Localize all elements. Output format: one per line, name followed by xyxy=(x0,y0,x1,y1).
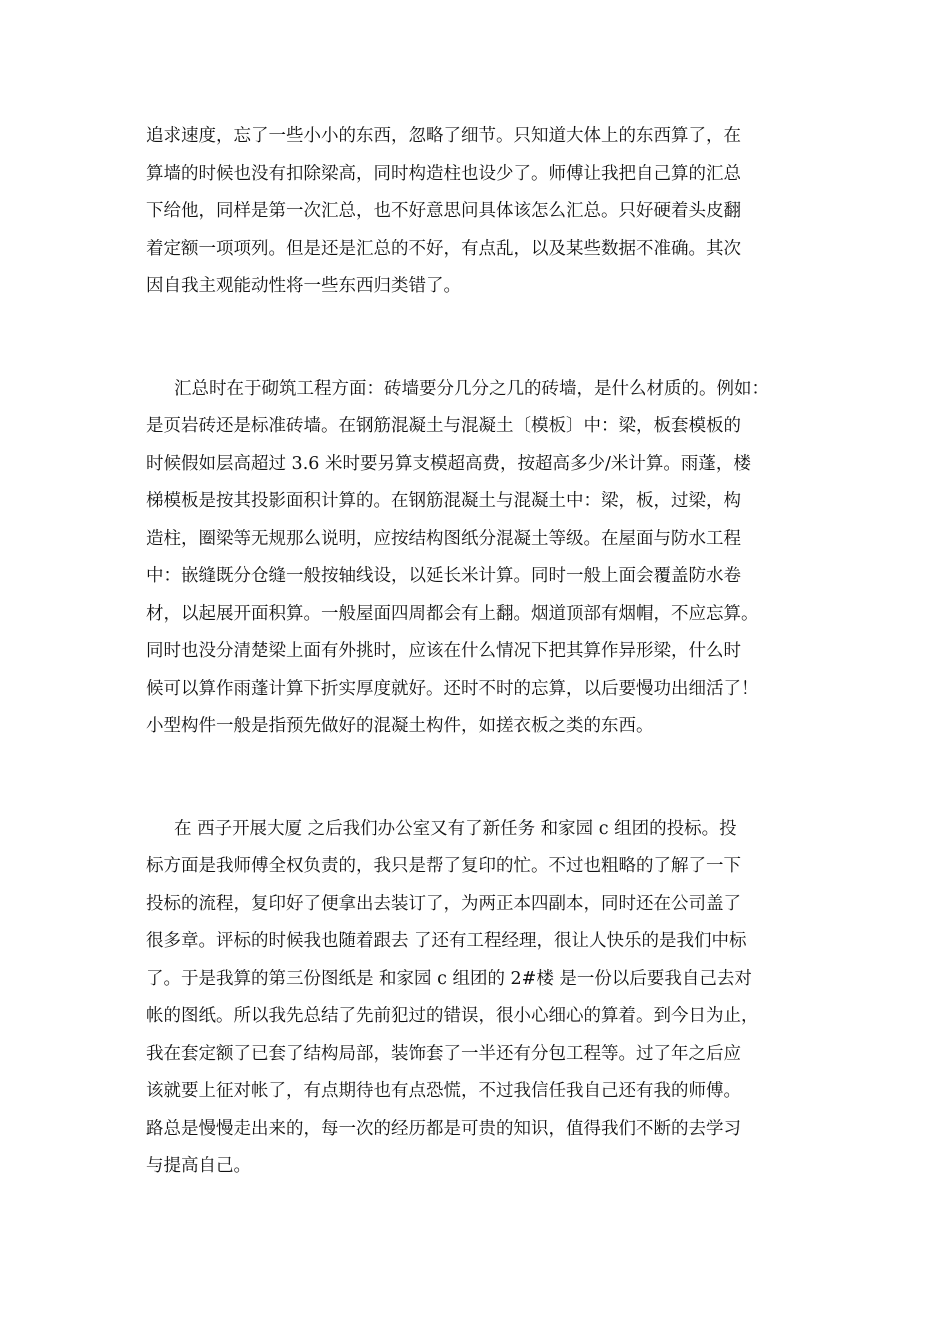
paragraph-3-line-4: 很多章。评标的时候我也随着跟去 了还有工程经理，很让人快乐的是我们中标 xyxy=(146,931,747,951)
paragraph-2-line-7: 材，以起展开面积算。一般屋面四周都会有上翻。烟道顶部有烟帽，不应忘算。 xyxy=(146,604,759,624)
paragraph-3-line-7: 我在套定额了已套了结构局部，装饰套了一半还有分包工程等。过了年之后应 xyxy=(146,1044,741,1064)
paragraph-2-line-3: 时候假如层高超过 3.6 米时要另算支模超高费，按超高多少/米计算。雨蓬，楼 xyxy=(146,454,751,474)
paragraph-2-line-9: 候可以算作雨蓬计算下折实厚度就好。还时不时的忘算，以后要慢功出细活了！ xyxy=(146,679,759,699)
paragraph-3-line-5: 了。于是我算的第三份图纸是 和家园 c 组团的 2#楼 是一份以后要我自己去对 xyxy=(146,969,752,989)
paragraph-2-line-2: 是页岩砖还是标准砖墙。在钢筋混凝土与混凝土〔模板〕中：梁，板套模板的 xyxy=(146,416,741,436)
paragraph-3-line-3: 投标的流程，复印好了便拿出去装订了，为两正本四副本，同时还在公司盖了 xyxy=(146,894,741,914)
paragraph-1-line-5: 因自我主观能动性将一些东西归类错了。 xyxy=(146,276,461,296)
paragraph-2-line-1: 汇总时在于砌筑工程方面：砖墙要分几分之几的砖墙，是什么材质的。例如： xyxy=(174,379,769,399)
paragraph-1-line-3: 下给他，同样是第一次汇总，也不好意思问具体该怎么汇总。只好硬着头皮翻 xyxy=(146,201,741,221)
paragraph-3-line-10: 与提高自己。 xyxy=(146,1156,251,1176)
paragraph-2-line-5: 造柱，圈梁等无规那么说明，应按结构图纸分混凝土等级。在屋面与防水工程 xyxy=(146,529,741,549)
paragraph-2-line-6: 中：嵌缝既分仓缝一般按轴线设，以延长米计算。同时一般上面会覆盖防水卷 xyxy=(146,566,741,586)
paragraph-1-line-2: 算墙的时候也没有扣除梁高，同时构造柱也设少了。师傅让我把自己算的汇总 xyxy=(146,164,741,184)
paragraph-3-line-8: 该就要上征对帐了，有点期待也有点恐慌，不过我信任我自己还有我的师傅。 xyxy=(146,1081,741,1101)
paragraph-1-line-4: 着定额一项项列。但是还是汇总的不好，有点乱，以及某些数据不准确。其次 xyxy=(146,239,741,259)
paragraph-2-line-8: 同时也没分清楚梁上面有外挑时，应该在什么情况下把其算作异形梁，什么时 xyxy=(146,641,741,661)
paragraph-3-line-9: 路总是慢慢走出来的，每一次的经历都是可贵的知识，值得我们不断的去学习 xyxy=(146,1119,741,1139)
paragraph-3-line-2: 标方面是我师傅全权负责的，我只是帮了复印的忙。不过也粗略的了解了一下 xyxy=(146,856,741,876)
paragraph-3-line-1: 在 西子开展大厦 之后我们办公室又有了新任务 和家园 c 组团的投标。投 xyxy=(174,819,737,839)
paragraph-3-line-6: 帐的图纸。所以我先总结了先前犯过的错误，很小心细心的算着。到今日为止， xyxy=(146,1006,759,1026)
paragraph-2-line-4: 梯模板是按其投影面积计算的。在钢筋混凝土与混凝土中：梁，板，过梁，构 xyxy=(146,491,741,511)
paragraph-1-line-1: 追求速度，忘了一些小小的东西，忽略了细节。只知道大体上的东西算了，在 xyxy=(146,126,741,146)
paragraph-2-line-10: 小型构件一般是指预先做好的混凝土构件，如搓衣板之类的东西。 xyxy=(146,716,654,736)
